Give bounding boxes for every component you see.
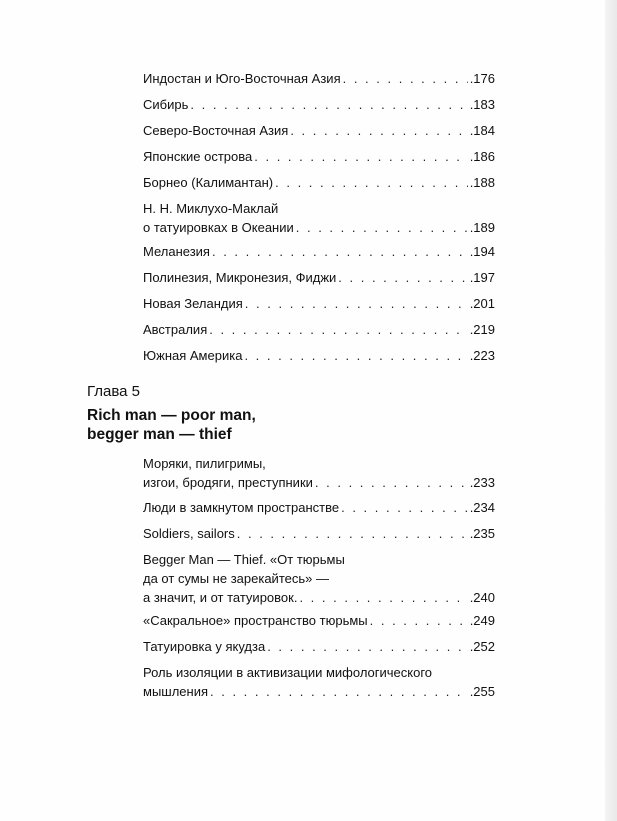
entry-page: .255 [469, 684, 495, 699]
chapter-title[interactable] [87, 406, 256, 444]
toc-entry[interactable] [143, 175, 495, 191]
toc-entry[interactable] [143, 322, 495, 338]
page-edge [605, 0, 617, 821]
entry-title: Северо-Восточная Азия [143, 123, 289, 138]
chapter-title-line: begger man — thief [87, 426, 232, 443]
entry-title-line: Роль изоляции в активизации мифологического [143, 665, 433, 680]
leader-dots [237, 526, 468, 542]
leader-dots [190, 97, 467, 113]
leader-dots [245, 296, 468, 312]
entry-page: .188 [469, 175, 495, 190]
toc-entry[interactable] [143, 526, 495, 542]
entry-title: Японские острова [143, 149, 253, 164]
entry-title: Новая Зеландия [143, 296, 243, 311]
entry-title: Южная Америка [143, 348, 243, 363]
leader-dots [275, 175, 468, 191]
entry-page: .186 [469, 149, 495, 164]
toc-entry[interactable] [143, 149, 495, 165]
chapter-heading [87, 382, 256, 444]
toc-entry[interactable] [143, 639, 495, 655]
entry-page: .234 [469, 500, 495, 515]
entry-page: .189 [469, 220, 495, 235]
toc-entry[interactable] [143, 552, 495, 606]
toc-entry[interactable] [143, 500, 495, 516]
toc-entry[interactable] [143, 348, 495, 364]
entry-title: Индостан и Юго-Восточная Азия [143, 71, 341, 86]
toc-entry[interactable] [143, 613, 495, 629]
toc-entry[interactable] [143, 296, 495, 312]
entry-page: .240 [469, 590, 495, 605]
entry-title: Сибирь [143, 97, 189, 112]
leader-dots [296, 220, 468, 236]
toc-entry[interactable] [143, 201, 495, 236]
entry-title: а значит, и от татуировок. [143, 590, 298, 605]
entry-page: .219 [469, 322, 495, 337]
leader-dots [315, 475, 468, 491]
toc-entry[interactable] [143, 97, 495, 113]
toc-entry[interactable] [143, 270, 495, 286]
toc-entry[interactable] [143, 123, 495, 139]
entry-title: о татуировках в Океании [143, 220, 294, 235]
leader-dots [370, 613, 468, 629]
entry-title-line: Н. Н. Миклухо-Маклай [143, 201, 279, 216]
leader-dots [290, 123, 467, 139]
entry-title-line: Begger Man — Thief. «От тюрьмы [143, 552, 345, 567]
toc-entry[interactable] [143, 71, 495, 87]
entry-title: Soldiers, sailors [143, 526, 235, 541]
entry-page: .184 [469, 123, 495, 138]
entry-title: Борнео (Калимантан) [143, 175, 274, 190]
leader-dots [212, 244, 468, 260]
entry-title: Люди в замкнутом пространстве [143, 500, 340, 515]
entry-page: .201 [469, 296, 495, 311]
entry-title: «Сакральное» пространство тюрьмы [143, 613, 368, 628]
entry-page: .197 [469, 270, 495, 285]
entry-title-line: да от сумы не зарекайтесь» — [143, 571, 329, 586]
leader-dots [338, 270, 467, 286]
entry-title: Меланезия [143, 244, 210, 259]
entry-page: .235 [469, 526, 495, 541]
entry-page: .252 [469, 639, 495, 654]
entry-title: изгои, бродяги, преступники [143, 475, 313, 490]
toc-entry[interactable] [143, 244, 495, 260]
leader-dots [341, 500, 468, 516]
leader-dots [244, 348, 467, 364]
entry-title: Австралия [143, 322, 208, 337]
leader-dots [209, 322, 467, 338]
entry-page: .194 [469, 244, 495, 259]
entry-title: мышления [143, 684, 209, 699]
entry-page: .223 [469, 348, 495, 363]
leader-dots [299, 590, 467, 606]
chapter-label: Глава 5 [87, 383, 141, 400]
leader-dots [254, 149, 467, 165]
leader-dots [267, 639, 468, 655]
leader-dots [343, 71, 468, 87]
entry-title: Полинезия, Микронезия, Фиджи [143, 270, 337, 285]
entry-page: .233 [469, 475, 495, 490]
leader-dots [210, 684, 468, 700]
entry-title-line: Моряки, пилигримы, [143, 456, 266, 471]
entry-page: .176 [469, 71, 495, 86]
entry-page: .249 [469, 613, 495, 628]
entry-title: Татуировка у якудза [143, 639, 266, 654]
toc-entry[interactable] [143, 665, 495, 700]
toc-entry[interactable] [143, 456, 495, 491]
entry-page: .183 [469, 97, 495, 112]
chapter-title-line: Rich man — poor man, [87, 407, 256, 424]
